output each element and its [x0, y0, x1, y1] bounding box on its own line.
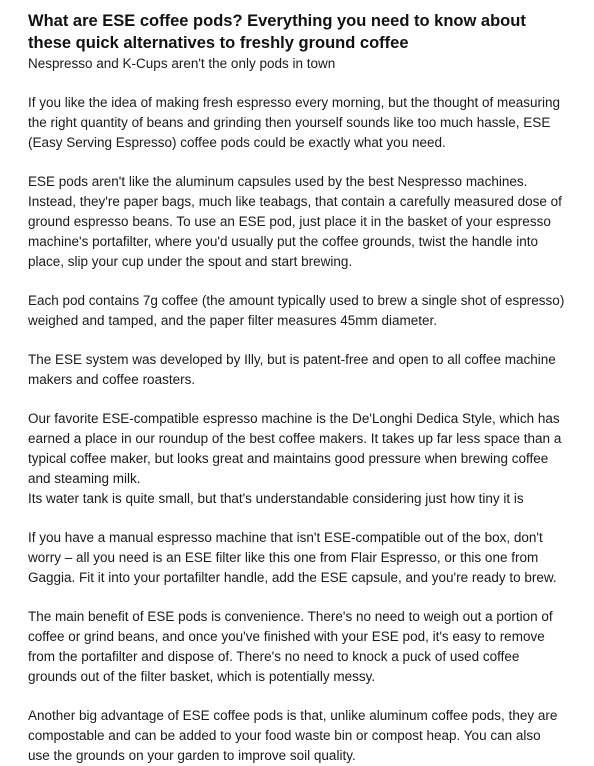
paragraph-favorite-machine: Our favorite ESE-compatible espresso machine is the De'Longhi Dedica Style, which has earned a place in our roundup of the best coffee makers. It takes up far less space than a typical coffee maker, but looks great and maintains good pressure when brewing coffee and steaming milk.	[28, 411, 562, 486]
paragraph-water-tank: Its water tank is quite small, but that's understandable considering just how tiny it is	[28, 491, 524, 506]
paragraph-pod-contents: Each pod contains 7g coffee (the amount typically used to brew a single shot of espresso) weighed and tamped, and the paper filter measures 45mm diameter.	[28, 293, 565, 328]
article-title: What are ESE coffee pods? Everything you need to know about these quick alternatives to freshly ground coffee	[28, 12, 526, 52]
article-subtitle: Nespresso and K-Cups aren't the only pods in town	[28, 56, 336, 71]
paragraph-intro: If you like the idea of making fresh espresso every morning, but the thought of measuring the right quantity of beans and grinding then yourself sounds like too much hassle, ESE (Easy Serving Espresso) coffee pods could be exactly what you need.	[28, 95, 561, 150]
paragraph-ese-origin: The ESE system was developed by Illy, but is patent-free and open to all coffee machine makers and coffee roasters.	[28, 352, 556, 387]
paragraph-pods-vs-capsules: ESE pods aren't like the aluminum capsules used by the best Nespresso machines. Instead, they're paper bags, much like teabags, that contain a carefully measured dose of ground espresso beans. To use an ESE pod, just place it in the basket of your espresso machine's portafilter, where you'd usually put the coffee grounds, twist the handle into place, slip your cup under the spout and start brewing.	[28, 174, 562, 269]
paragraph-manual-machine: If you have a manual espresso machine that isn't ESE-compatible out of the box, don't worry – all you need is an ESE filter like this one from Flair Espresso, or this one from Gaggia. Fit it into your portafilter handle, add the ESE capsule, and you're ready to brew.	[28, 530, 557, 585]
paragraph-convenience: The main benefit of ESE pods is convenience. There's no need to weigh out a portion of coffee or grind beans, and once you've finished with your ESE pod, it's easy to remove from the portafilter and dispose of. There's no need to knock a puck of used coffee grounds out of the filter basket, which is potentially messy.	[28, 609, 553, 684]
paragraph-compostable: Another big advantage of ESE coffee pods is that, unlike aluminum coffee pods, they are compostable and can be added to your food waste bin or compost heap. You can also use the grounds on your garden to improve soil quality.	[28, 708, 558, 763]
